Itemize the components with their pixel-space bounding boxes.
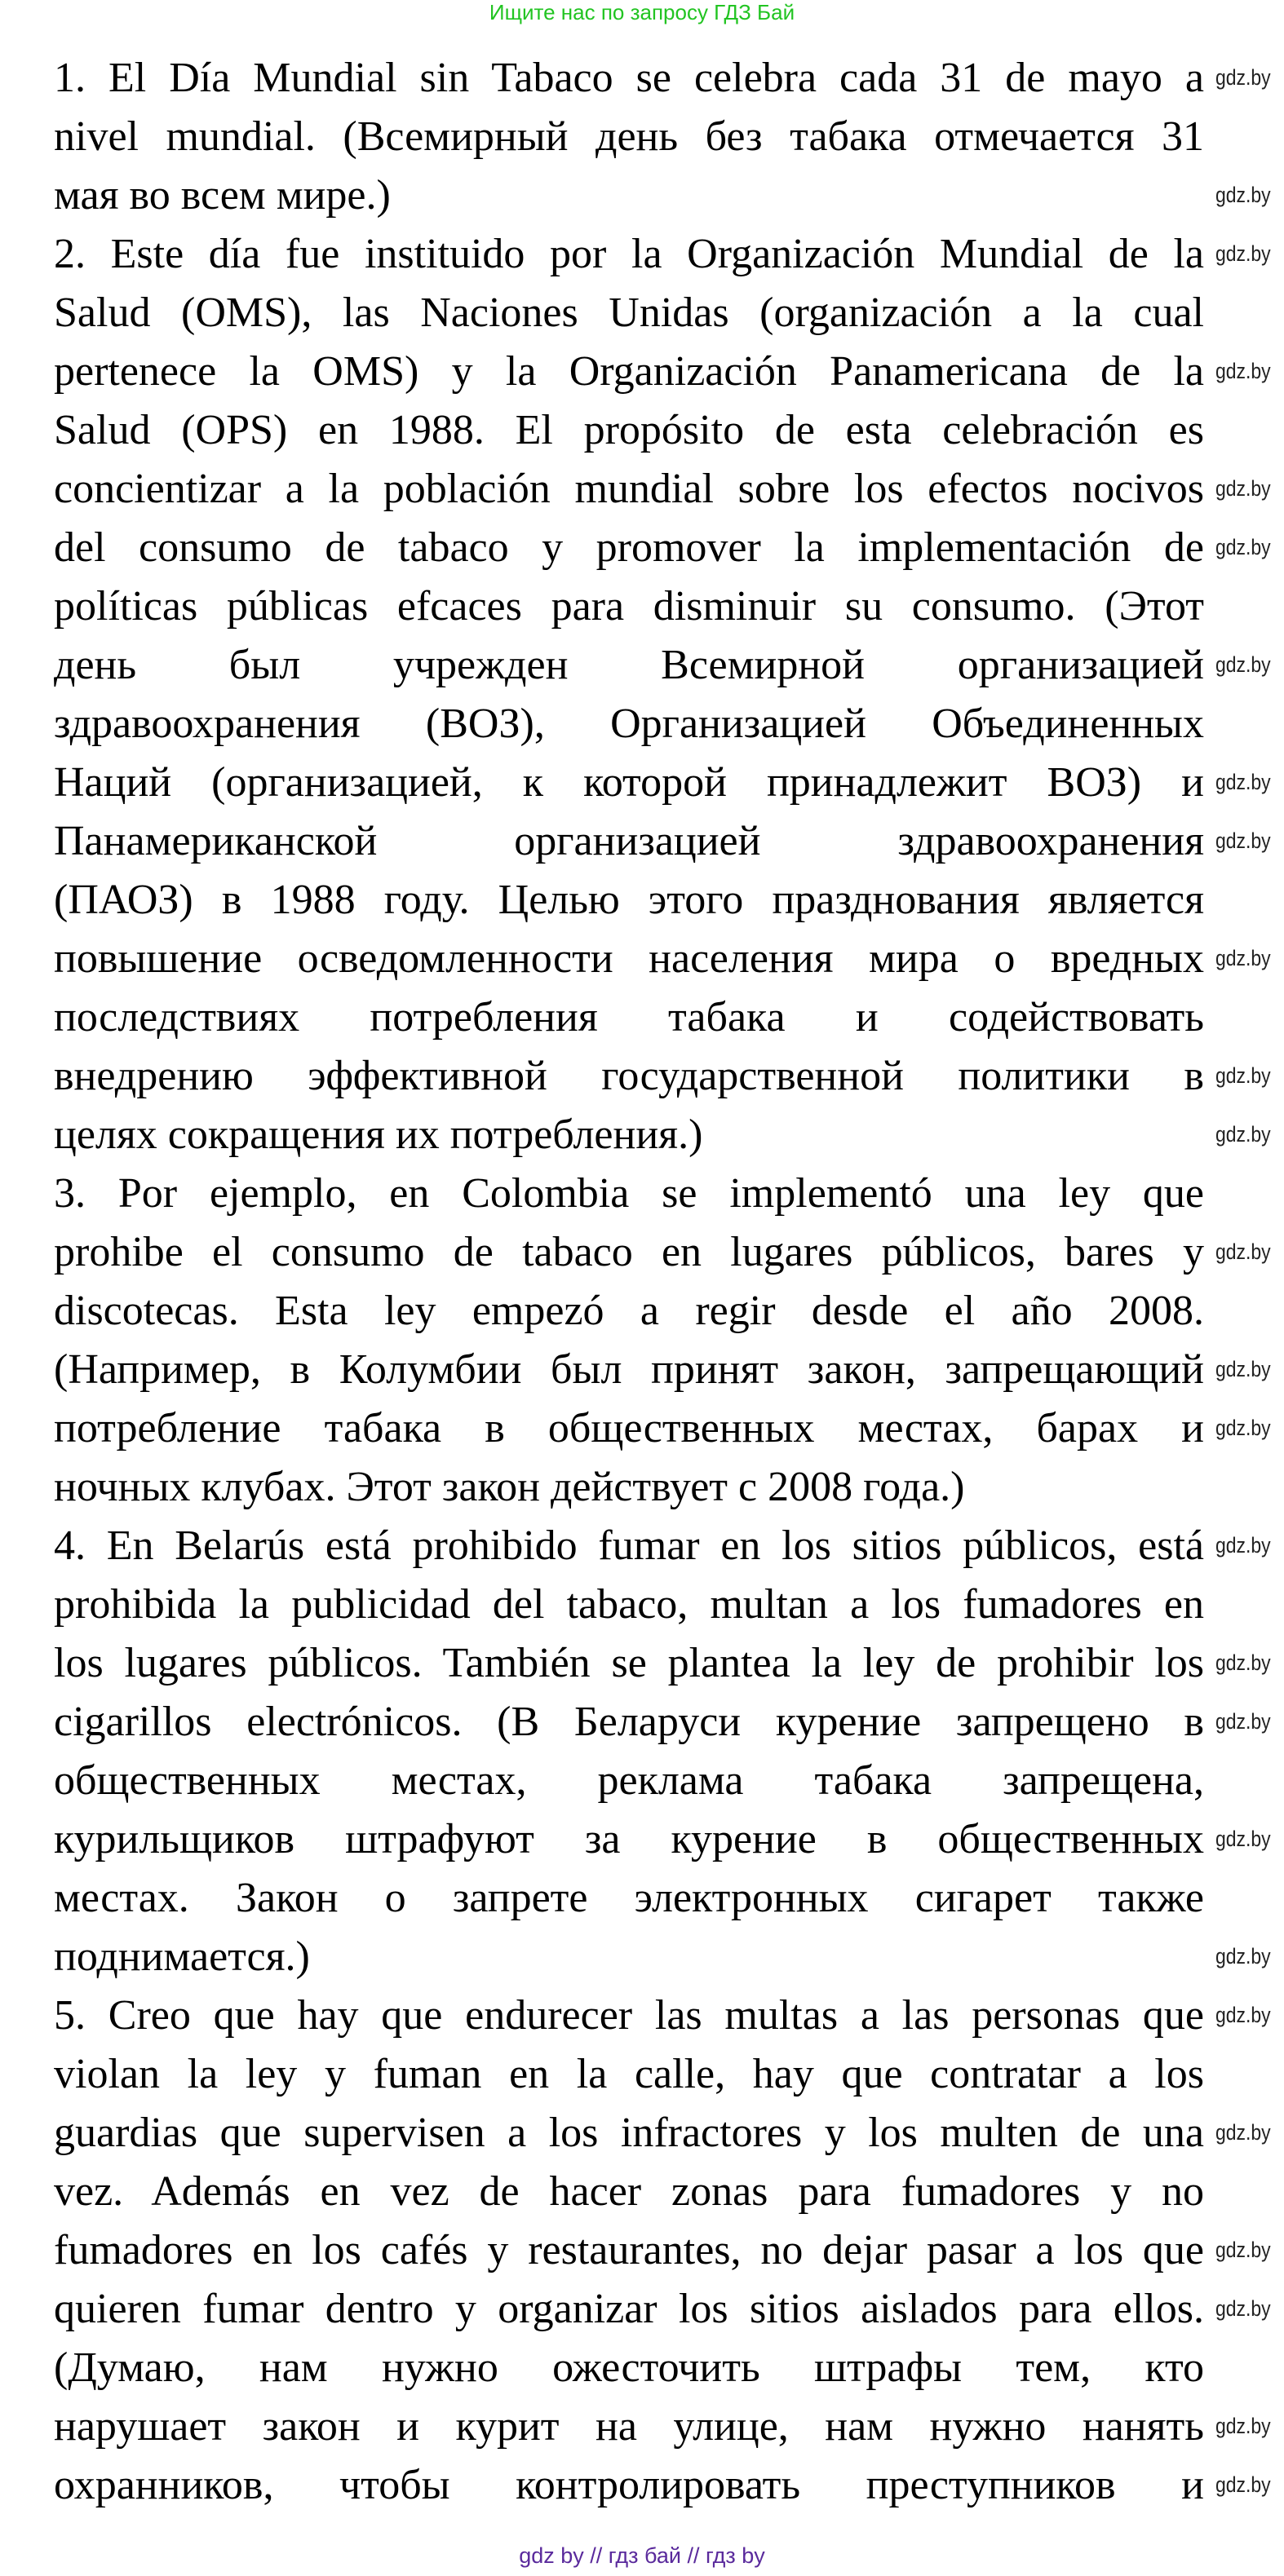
paragraph-line: повышение осведомленности населения мира о вредных <box>54 935 1204 982</box>
watermark: gdz.by <box>1215 828 1271 853</box>
watermark: gdz.by <box>1215 2120 1271 2145</box>
watermark: gdz.by <box>1215 535 1271 559</box>
answer-text <box>54 49 1204 2515</box>
watermark: gdz.by <box>1215 652 1271 677</box>
paragraph-line: nivel mundial. (Всемирный день без табака отмечается 31 <box>54 113 1204 160</box>
paragraph-line: Панамериканской организацией здравоохранения <box>54 818 1204 864</box>
paragraph-line: ночных клубах. Этот закон действует с 2008 года.) <box>54 1464 965 1510</box>
paragraph-line: quieren fumar dentro y organizar los sitios aislados para ellos. <box>54 2286 1204 2332</box>
paragraph-line: fumadores en los cafés y restaurantes, no dejar pasar a los que <box>54 2227 1204 2273</box>
watermark: gdz.by <box>1215 241 1271 266</box>
watermark: gdz.by <box>1215 1416 1271 1440</box>
paragraph-line: охранников, чтобы контролировать преступников и <box>54 2462 1204 2508</box>
watermark: gdz.by <box>1215 1650 1271 1675</box>
paragraph-line: день был учрежден Всемирной организацией <box>54 642 1204 688</box>
paragraph-line: Salud (OMS), las Naciones Unidas (organización a la cual <box>54 289 1204 336</box>
paragraph-line: поднимается.) <box>54 1933 310 1980</box>
watermark: gdz.by <box>1215 65 1271 90</box>
paragraph-line: (Например, в Колумбии был принят закон, запрещающий <box>54 1346 1204 1393</box>
paragraph-line: pertenece la OMS) y la Organización Panamericana de la <box>54 348 1204 395</box>
watermark: gdz.by <box>1215 1357 1271 1381</box>
paragraph-line: 5. Creo que hay que endurecer las multas a las personas que <box>54 1992 1204 2039</box>
paragraph-line: Salud (OPS) en 1988. El propósito de esta celebración es <box>54 407 1204 453</box>
paragraph-line: 3. Por ejemplo, en Colombia se implementó una ley que <box>54 1170 1204 1217</box>
paragraph-line: (Думаю, нам нужно ожесточить штрафы тем, кто <box>54 2344 1204 2391</box>
paragraph-line: курильщиков штрафуют за курение в общественных <box>54 1816 1204 1862</box>
paragraph-line: общественных местах, реклама табака запрещена, <box>54 1757 1204 1804</box>
watermark: gdz.by <box>1215 2238 1271 2262</box>
paragraph-line: последствиях потребления табака и содействовать <box>54 994 1204 1041</box>
watermark: gdz.by <box>1215 770 1271 794</box>
watermark: gdz.by <box>1215 359 1271 383</box>
watermark: gdz.by <box>1215 2296 1271 2321</box>
paragraph-line: cigarillos electrónicos. (В Беларуси курение запрещено в <box>54 1699 1204 1745</box>
watermark: gdz.by <box>1215 1239 1271 1264</box>
search-hint-banner: Ищите нас по запросу ГДЗ Бай <box>489 0 795 24</box>
watermark: gdz.by <box>1215 1122 1271 1147</box>
watermark: gdz.by <box>1215 946 1271 970</box>
watermark: gdz.by <box>1215 2003 1271 2027</box>
paragraph-line: del consumo de tabaco y promover la implementación de <box>54 524 1204 571</box>
paragraph-line: потребление табака в общественных местах, барах и <box>54 1405 1204 1451</box>
paragraph-line: 1. El Día Mundial sin Tabaco se celebra cada 31 de mayo a <box>54 55 1204 101</box>
paragraph-line: los lugares públicos. También se plantea la ley de prohibir los <box>54 1640 1204 1686</box>
paragraph-line: vez. Además en vez de hacer zonas para fumadores y no <box>54 2168 1204 2215</box>
paragraph-line: целях сокращения их потребления.) <box>54 1111 703 1158</box>
watermark: gdz.by <box>1215 1944 1271 1968</box>
paragraph-line: местах. Закон о запрете электронных сигарет также <box>54 1875 1204 1921</box>
paragraph-line: guardias que supervisen a los infractores y los multen de una <box>54 2110 1204 2156</box>
watermark: gdz.by <box>1215 1709 1271 1734</box>
paragraph-line: нарушает закон и курит на улице, нам нужно нанять <box>54 2403 1204 2450</box>
paragraph-line: prohibe el consumo de tabaco en lugares públicos, bares y <box>54 1229 1204 1275</box>
watermark: gdz.by <box>1215 476 1271 501</box>
watermark: gdz.by <box>1215 2472 1271 2497</box>
paragraph-line: здравоохранения (ВОЗ), Организацией Объединенных <box>54 700 1204 747</box>
site-footer-banner: gdz by // гдз бай // гдз by <box>519 2543 765 2568</box>
paragraph-line: мая во всем мире.) <box>54 172 391 219</box>
paragraph-line: discotecas. Esta ley empezó a regir desde el año 2008. <box>54 1288 1204 1334</box>
paragraph-line: violan la ley y fuman en la calle, hay que contratar a los <box>54 2051 1204 2097</box>
watermark: gdz.by <box>1215 1063 1271 1088</box>
paragraph-line: 2. Este día fue instituido por la Organización Mundial de la <box>54 231 1204 277</box>
paragraph-line: (ПАОЗ) в 1988 году. Целью этого празднования является <box>54 877 1204 923</box>
paragraph-line: Наций (организацией, к которой принадлежит ВОЗ) и <box>54 759 1204 806</box>
watermark: gdz.by <box>1215 2414 1271 2438</box>
watermark: gdz.by <box>1215 1827 1271 1851</box>
watermark: gdz.by <box>1215 1533 1271 1558</box>
paragraph-line: внедрению эффективной государственной политики в <box>54 1053 1204 1099</box>
paragraph-line: 4. En Belarús está prohibido fumar en los sitios públicos, está <box>54 1522 1204 1569</box>
paragraph-line: prohibida la publicidad del tabaco, multan a los fumadores en <box>54 1581 1204 1628</box>
paragraph-line: políticas públicas efcaces para disminuir su consumo. (Этот <box>54 583 1204 630</box>
watermark: gdz.by <box>1215 183 1271 207</box>
paragraph-line: concientizar a la población mundial sobre los efectos nocivos <box>54 466 1204 512</box>
